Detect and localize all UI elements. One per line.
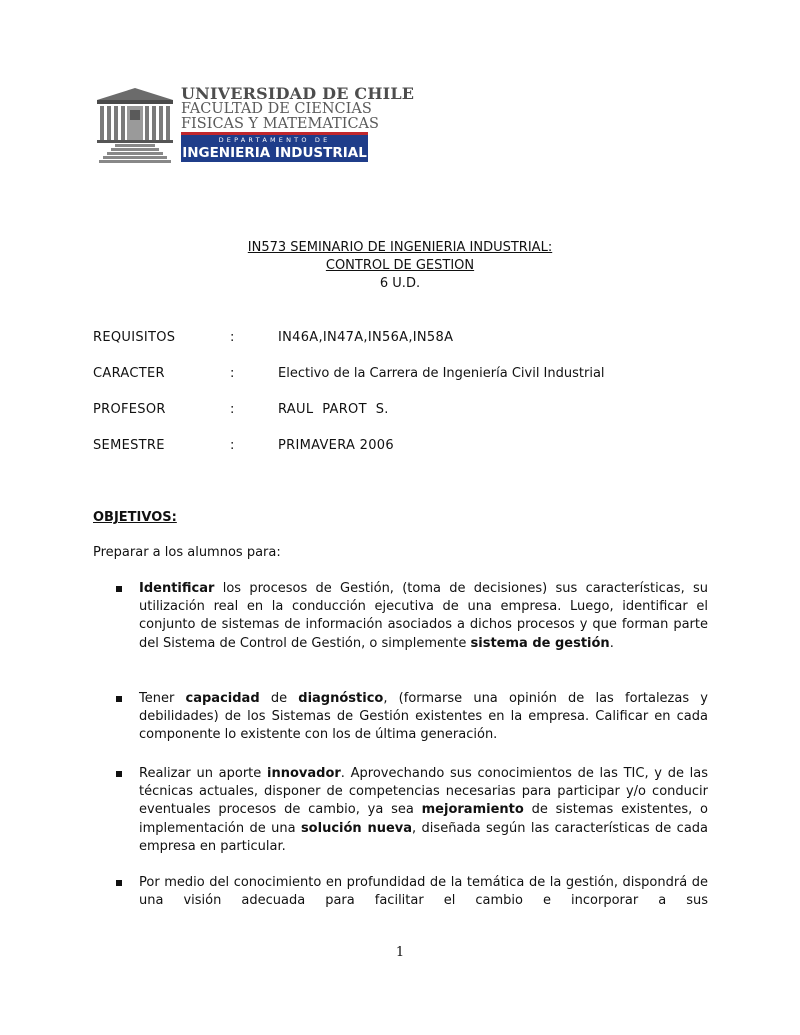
objective-item: Por medio del conocimiento en profundidad de la temática de la gestión, dispondrá de una visión adecuada para facilitar el cambio e incorporar a sus	[139, 875, 708, 909]
field-value-requisitos: IN46A,IN47A,IN56A,IN58A	[278, 330, 454, 345]
field-sep: :	[230, 402, 235, 417]
building-emblem-icon	[95, 86, 175, 164]
page-number: 1	[395, 945, 405, 960]
objective-item: Identificar los procesos de Gestión, (toma de decisiones) sus características, su utilización real en la conducción ejecutiva de una empresa. Luego, identificar el conjunto de sistemas de información asociados a dichos procesos y que forman parte del Sistema de Control de Gestión, o simplemente sistema de gestión.	[139, 581, 708, 651]
department-band	[181, 132, 368, 162]
objectives-heading: OBJETIVOS:	[93, 510, 177, 525]
field-sep: :	[230, 366, 235, 381]
course-units: 6 U.D.	[379, 276, 421, 291]
field-label-caracter: CARACTER	[93, 366, 165, 381]
logo-text	[181, 86, 414, 132]
objectives-intro: Preparar a los alumnos para:	[93, 545, 281, 560]
department-label: DEPARTAMENTO DE	[218, 136, 331, 144]
logo-faculty-sub: FISICAS Y MATEMATICAS	[181, 116, 379, 132]
field-sep: :	[230, 438, 235, 453]
field-label-semestre: SEMESTRE	[93, 438, 165, 453]
course-title: IN573 SEMINARIO DE INGENIERIA INDUSTRIAL:	[247, 240, 553, 255]
field-sep: :	[230, 330, 235, 345]
bullet-icon	[116, 880, 122, 886]
field-label-profesor: PROFESOR	[93, 402, 166, 417]
bullet-icon	[116, 696, 122, 702]
field-label-requisitos: REQUISITOS	[93, 330, 176, 345]
bullet-icon	[116, 586, 122, 592]
bullet-icon	[116, 771, 122, 777]
field-value-caracter: Electivo de la Carrera de Ingeniería Civil Industrial	[278, 366, 605, 381]
department-name: INGENIERIA INDUSTRIAL	[182, 145, 367, 161]
logo-university: UNIVERSIDAD DE CHILE	[181, 84, 415, 103]
field-value-semestre: PRIMAVERA 2006	[278, 438, 394, 453]
field-value-profesor: RAUL PAROT S.	[278, 402, 389, 417]
logo-faculty: FACULTAD DE CIENCIAS	[181, 101, 372, 117]
course-subtitle: CONTROL DE GESTION	[325, 258, 475, 273]
university-logo	[95, 84, 415, 164]
objective-item: Realizar un aporte innovador. Aprovechando sus conocimientos de las TIC, y de las técnicas actuales, disponer de competencias necesarias para participar y/o conducir eventuales procesos de cambio, ya sea mejoramiento de sistemas existentes, o implementación de una solución nueva, diseñada según las características de cada empresa en particular.	[139, 766, 709, 854]
objective-item: Tener capacidad de diagnóstico, (formarse una opinión de las fortalezas y debilidades) de los Sistemas de Gestión existentes en la empresa. Calificar en cada componente lo existente con los de última generación.	[139, 691, 709, 743]
